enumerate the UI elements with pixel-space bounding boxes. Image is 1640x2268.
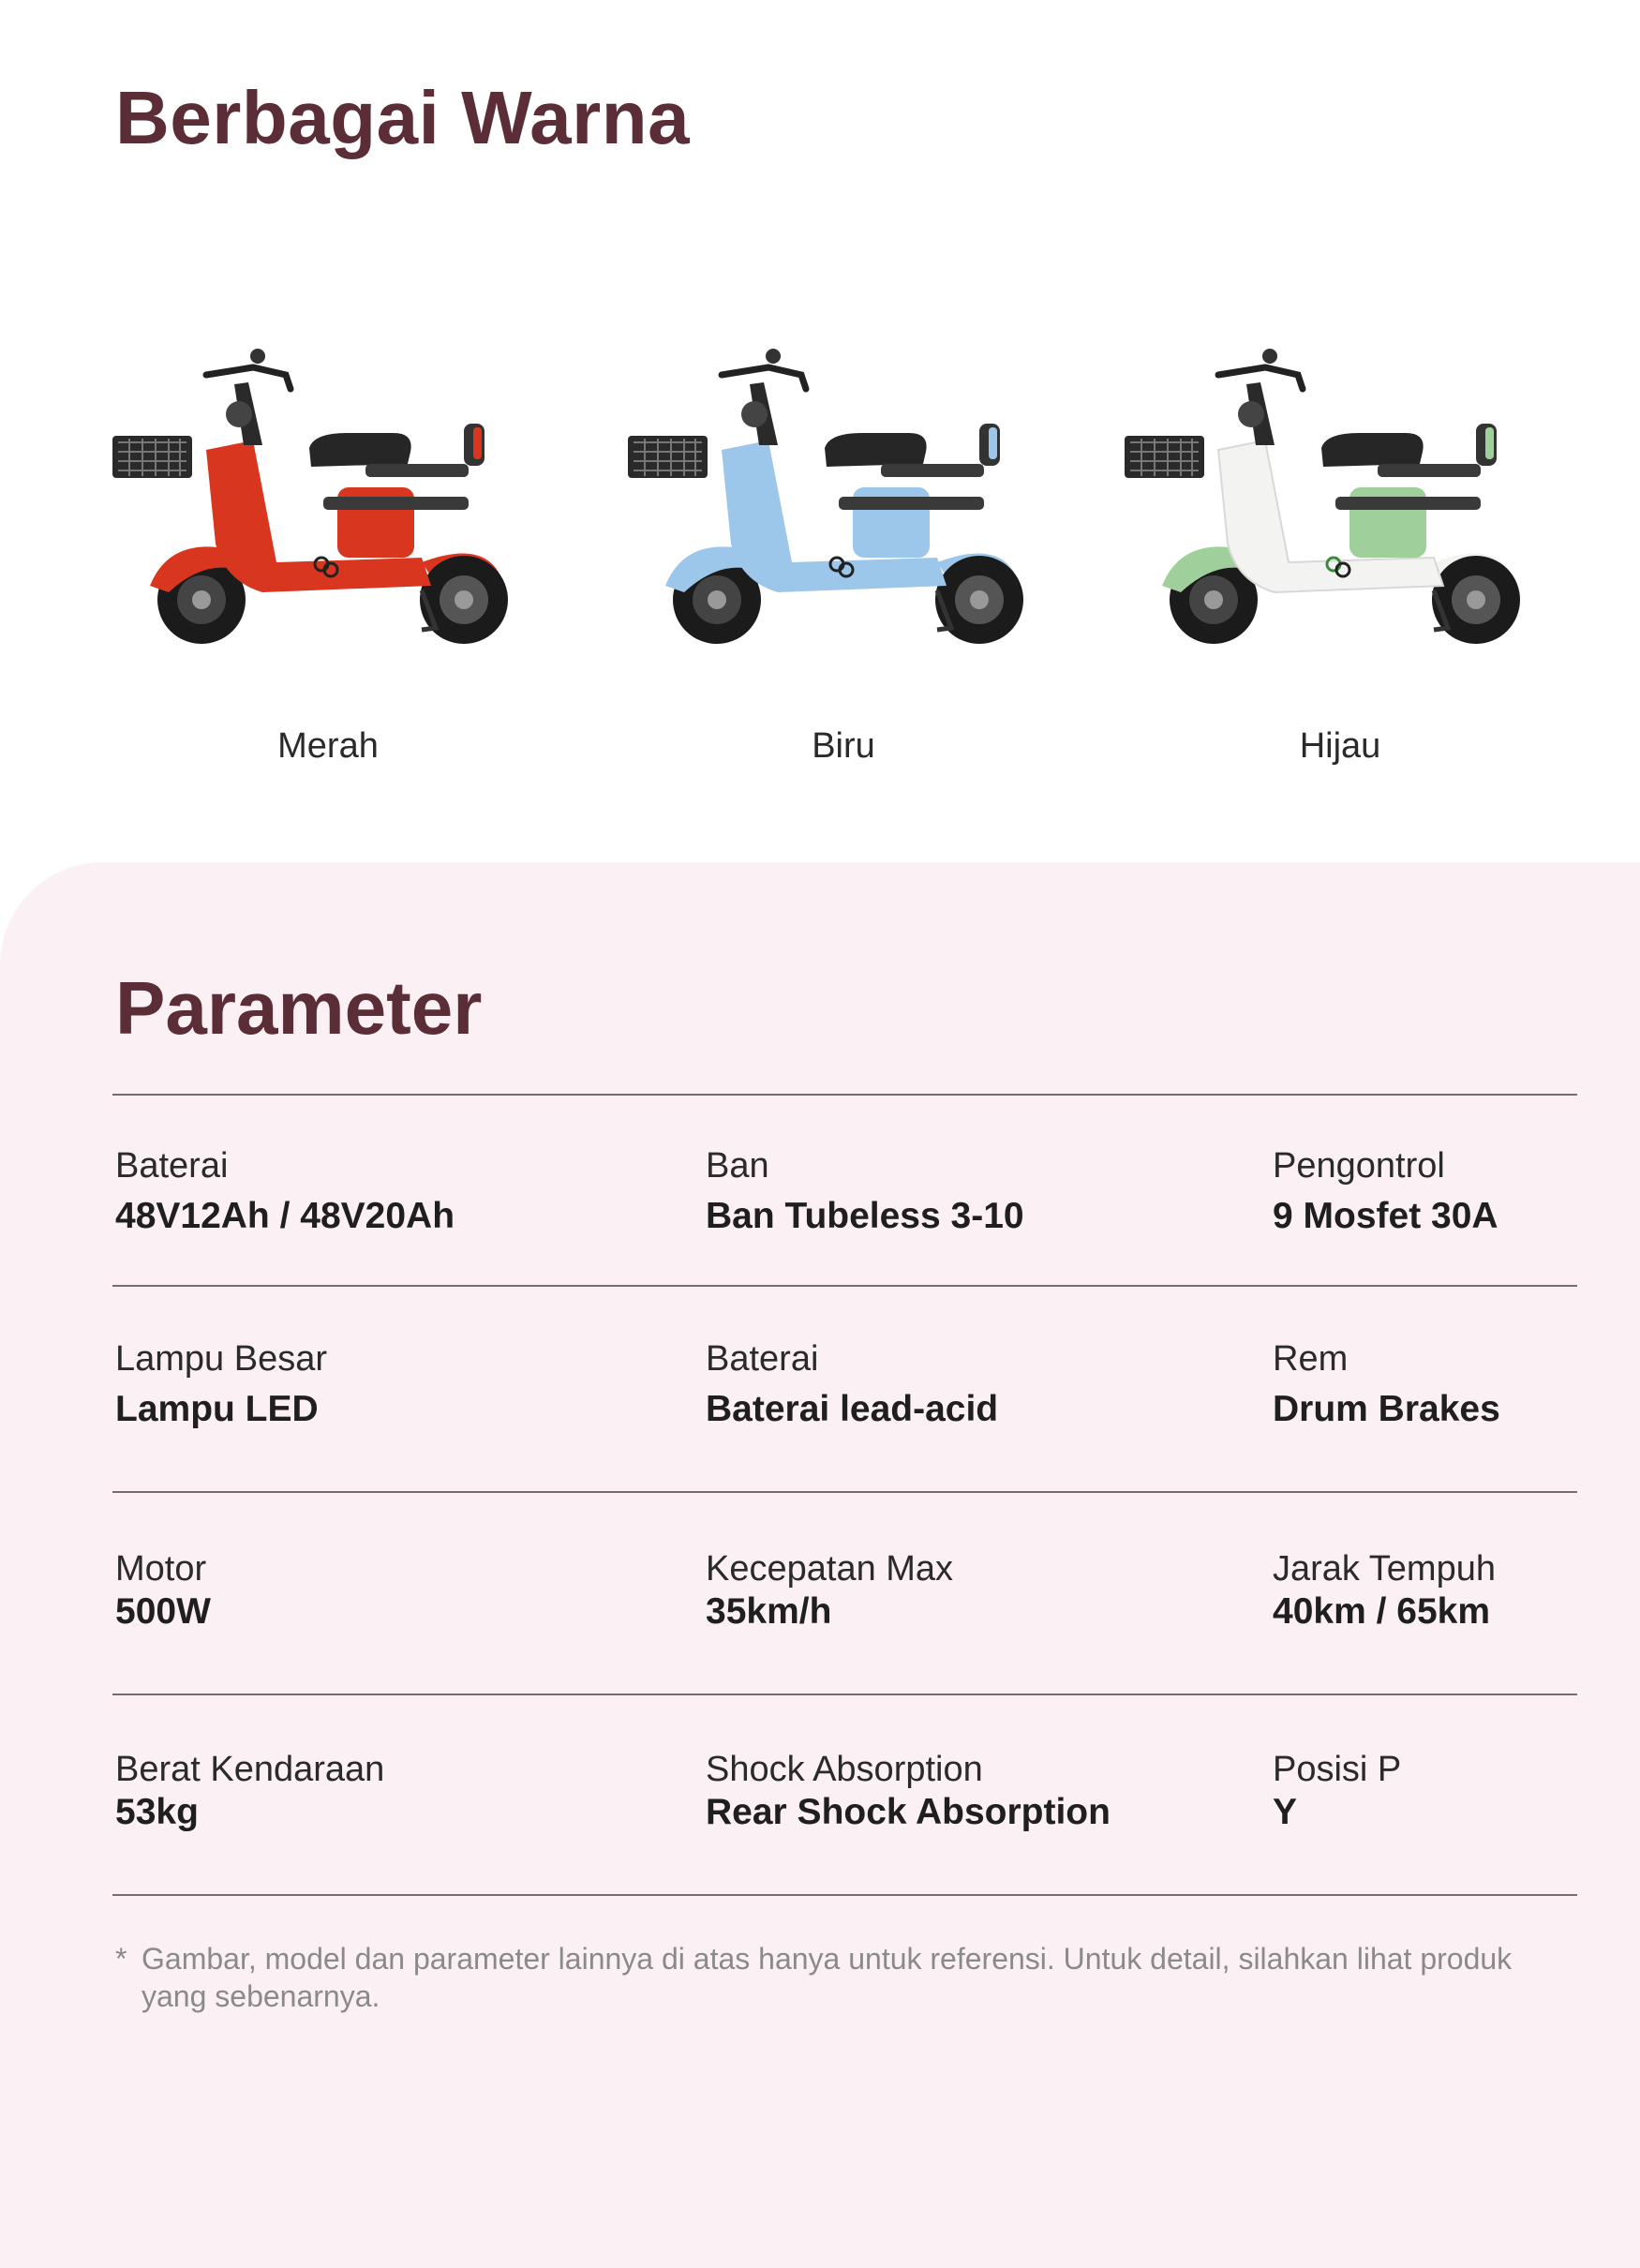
param-label: Lampu Besar bbox=[115, 1339, 328, 1379]
param-label: Pengontrol bbox=[1273, 1146, 1445, 1186]
scooter-image bbox=[1125, 347, 1556, 656]
footnote-text: Gambar, model dan parameter lainnya di atas hanya untuk referensi. Untuk detail, silahkan lihat produk yang sebenarnya. bbox=[142, 1942, 1513, 2013]
param-label: Berat Kendaraan bbox=[115, 1750, 385, 1789]
param-value: 40km / 65km bbox=[1273, 1591, 1491, 1632]
param-label: Baterai bbox=[115, 1146, 229, 1186]
variant-label: Biru bbox=[812, 726, 875, 766]
scooter-image bbox=[628, 347, 1059, 656]
param-label: Posisi P bbox=[1273, 1750, 1402, 1789]
footnote-marker: * bbox=[115, 1942, 127, 1976]
divider bbox=[112, 1285, 1577, 1287]
variant-label: Hijau bbox=[1299, 726, 1381, 766]
param-value: 35km/h bbox=[706, 1591, 832, 1632]
param-value: Y bbox=[1273, 1792, 1298, 1832]
param-value: Baterai lead-acid bbox=[706, 1389, 999, 1429]
param-value: 9 Mosfet 30A bbox=[1273, 1196, 1498, 1236]
param-value: Drum Brakes bbox=[1273, 1389, 1500, 1429]
param-label: Jarak Tempuh bbox=[1273, 1549, 1496, 1589]
variant-biru[interactable] bbox=[628, 347, 1059, 797]
param-cell bbox=[706, 1750, 1111, 1833]
param-cell bbox=[115, 1750, 384, 1833]
param-value: Rear Shock Absorption bbox=[706, 1792, 1111, 1832]
variant-label: Merah bbox=[277, 726, 379, 766]
param-label: Kecepatan Max bbox=[706, 1549, 954, 1589]
param-value: Ban Tubeless 3-10 bbox=[706, 1196, 1024, 1236]
divider bbox=[112, 1694, 1577, 1695]
param-label: Motor bbox=[115, 1549, 207, 1589]
param-label: Shock Absorption bbox=[706, 1750, 983, 1789]
param-cell bbox=[706, 1339, 998, 1430]
parameter-section bbox=[0, 862, 1640, 2268]
param-cell bbox=[1273, 1549, 1496, 1633]
colors-title: Berbagai Warna bbox=[115, 76, 691, 159]
param-cell bbox=[115, 1146, 455, 1237]
param-value: Lampu LED bbox=[115, 1389, 319, 1429]
param-cell bbox=[115, 1339, 327, 1430]
divider bbox=[112, 1491, 1577, 1493]
param-cell bbox=[706, 1549, 953, 1633]
param-cell bbox=[1273, 1146, 1498, 1237]
param-cell bbox=[115, 1549, 211, 1633]
divider bbox=[112, 1894, 1577, 1896]
scooter-image bbox=[112, 347, 544, 656]
variant-merah[interactable] bbox=[112, 347, 544, 797]
variant-hijau[interactable] bbox=[1125, 347, 1556, 797]
param-value: 48V12Ah / 48V20Ah bbox=[115, 1196, 455, 1236]
param-cell bbox=[1273, 1750, 1401, 1833]
divider bbox=[112, 1094, 1577, 1096]
param-cell bbox=[706, 1146, 1024, 1237]
param-value: 500W bbox=[115, 1591, 211, 1632]
param-label: Baterai bbox=[706, 1339, 819, 1379]
parameter-title: Parameter bbox=[115, 966, 483, 1050]
footnote bbox=[115, 1940, 1540, 2015]
param-label: Ban bbox=[706, 1146, 769, 1186]
param-value: 53kg bbox=[115, 1792, 199, 1832]
param-label: Rem bbox=[1273, 1339, 1349, 1379]
param-cell bbox=[1273, 1339, 1500, 1430]
